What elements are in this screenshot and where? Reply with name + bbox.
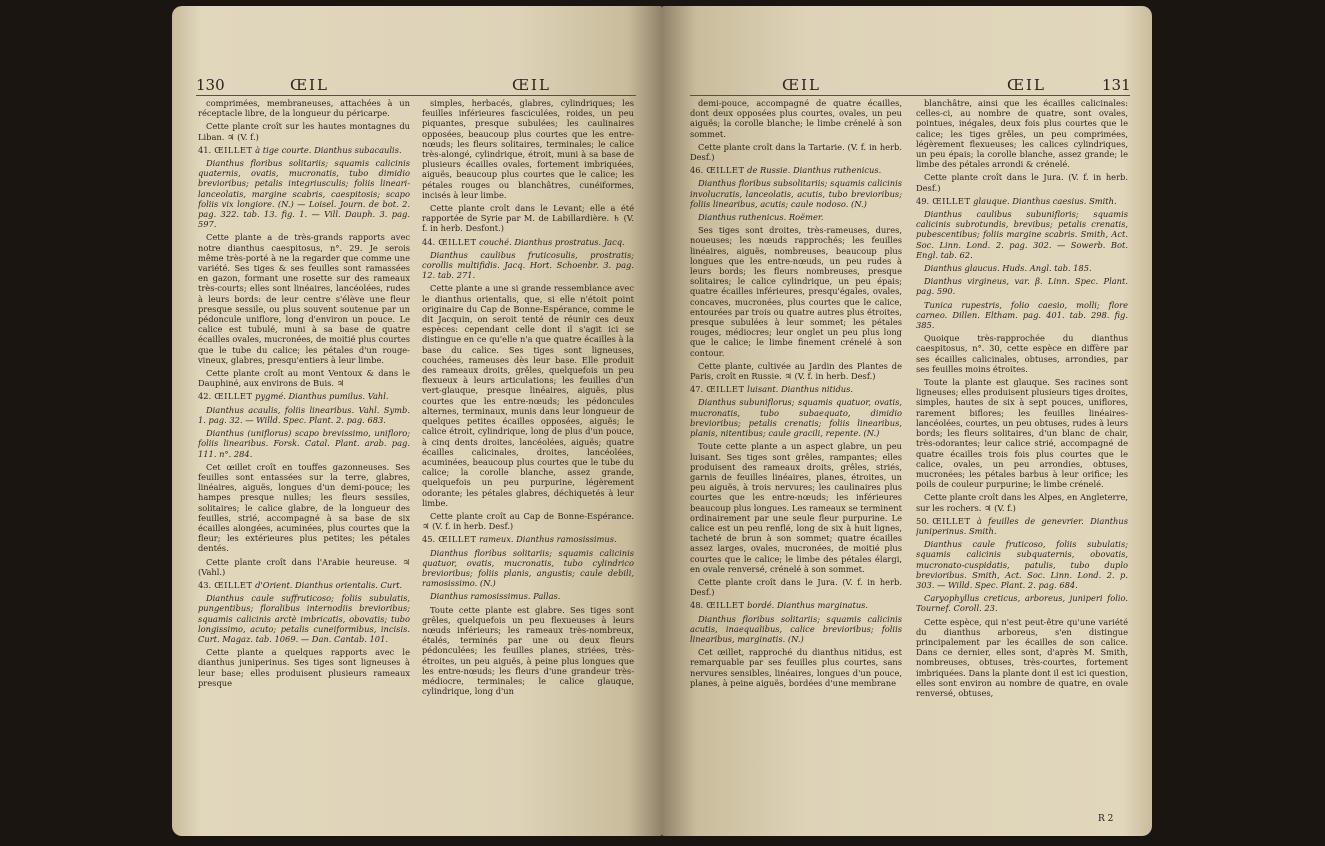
species-number: 45. xyxy=(422,534,436,545)
species-number: 47. xyxy=(690,384,704,395)
running-head-right-1: ŒIL xyxy=(782,76,821,94)
latin-diagnosis: Dianthus ramosissimus. Pallas. xyxy=(430,591,561,602)
genus-name: ŒILLET xyxy=(214,579,253,590)
paragraph: Cette plante a une si grande ressemblance avec le dianthus orientalis, que, si elle n'étoit point originaire du Cap de Bonne-Espérance, comme le dit Jacquin, on seroit tenté de réunir ces deux espèces: cependant celle dont il s'agit ici se distingue en ce qu'elle n'a que quatre écailles à la base du calice. Ses tiges sont ligneuses, couchées, rameuses dès leur base. Elle produit des rameaux droits, grêles, quelquefois un peu flexueux à leurs articulations; les feuilles d'un vert-glauque, presque linéaires, aiguës, plus courtes que les entre-nœuds; les pédoncules alternes, terminaux, munis dans leur longueur de quelques petites écailles opposées, aiguës; le calice étroit, cylindrique, long de plus d'un pouce, à cinq dents droites, lancéolées, aiguës; quatre écailles calicinales, droites, lancéolées, acuminées, beaucoup plus courtes que le tube du calice; la corolle blanche, assez grande, quelquefois un peu purpurine, légèrement odorante; les pétales glabres, déchiquetés à leur limbe. xyxy=(422,283,634,508)
running-head-left-2: ŒIL xyxy=(512,76,551,94)
species-name: glauque. Dianthus caesius. Smith. xyxy=(973,195,1117,206)
paragraph: Cette plante croît dans l'Arabie heureuse. ♃ (Vahl.) xyxy=(198,556,410,577)
latin-diagnosis: Dianthus caulibus fruticosulis, prostratis; corollis multifidis. Jacq. Hort. Schoenbr. 3. pag. 12. tab. 271. xyxy=(422,249,634,281)
paragraph: Toute cette plante est glabre. Ses tiges sont grêles, quelquefois un peu flexueuses à leurs nœuds inférieurs; les rameaux très-nombreux, étalés, terminés par une ou deux fleurs pédonculées; les feuilles planes, striées, très-étroites, un peu aiguës, à peine plus longues que les entre-nœuds; les fleurs d'une grandeur très-médiocre, terminales; le calice glauque, cylindrique, long d'un xyxy=(422,604,634,697)
paragraph: Cette plante a quelques rapports avec le dianthus juniperinus. Ses tiges sont ligneuses à leur base; elles produisent plusieurs rameaux presque xyxy=(198,647,410,688)
text-column-1 xyxy=(198,98,410,828)
latin-diagnosis: Dianthus glaucus. Huds. Angl. tab. 185. xyxy=(924,263,1092,274)
latin-diagnosis: Caryophyllus creticus, arboreus, juniperi folio. Tournef. Coroll. 23. xyxy=(916,593,1128,614)
latin-diagnosis: Dianthus virgineus, var. β. Linn. Spec. Plant. pag. 590. xyxy=(916,276,1128,297)
left-page xyxy=(172,6,662,836)
species-name: de Russie. Dianthus ruthenicus. xyxy=(747,165,882,176)
species-heading xyxy=(422,237,634,247)
genus-name: ŒILLET xyxy=(214,144,253,155)
header-rule-left xyxy=(196,95,636,96)
genus-name: ŒILLET xyxy=(214,391,253,402)
paragraph: comprimées, membraneuses, attachées à un réceptacle libre, de la longueur du péricarpe. xyxy=(198,98,410,119)
species-name: luisant. Dianthus nitidus. xyxy=(747,384,854,395)
species-heading xyxy=(916,196,1128,206)
paragraph: Cette plante croît dans le Jura. (V. f. in herb. Desf.) xyxy=(690,576,902,598)
paragraph: Ses tiges sont droites, très-rameuses, dures, noueuses; les nœuds rapprochés; les feuilles linéaires, aiguës, nombreuses, beaucoup plus longues que les entre-nœuds, un peu rudes à leurs bords; les fleurs nombreuses, presque solitaires; le calice cylindrique, un peu épais; quatre écailles inférieures, presqu'égales, ovales, concaves, mucronées, plus courtes que le calice, entourées par trois ou quatre autres plus étroites, presque subulées à leur sommet; les pétales rouges, médiocres; leur onglet un peu plus long que le calice; le limbe finement crénelé à son contour. xyxy=(690,225,902,358)
right-page xyxy=(662,6,1152,836)
species-number: 42. xyxy=(198,391,212,402)
genus-name: ŒILLET xyxy=(706,600,745,611)
paragraph: demi-pouce, accompagné de quatre écailles, dont deux opposées plus courtes, ovales, un peu aiguës; la corolle blanche; le limbe crénelé à son sommet. xyxy=(690,98,902,139)
text-column-2 xyxy=(422,98,634,828)
paragraph: Cet œillet, rapproché du dianthus nitidus, est remarquable par ses feuilles plus courtes, sans nervures sensibles, linéaires, longues d'un pouce, planes, à peine aiguës, bordées d'une membrane xyxy=(690,647,902,688)
paragraph: Cette plante croît dans les Alpes, en Angleterre, sur les rochers. ♃ (V. f.) xyxy=(916,492,1128,513)
species-number: 49. xyxy=(916,195,930,206)
species-heading xyxy=(690,165,902,175)
paragraph: Cette plante a de très-grands rapports avec notre dianthus caespitosus, n°. 29. Je serois même très-porté à ne la regarder que comme une variété. Ses tiges & ses feuilles sont ramassées en gazon, formant une rosette sur des rameaux très-courts; elles sont linéaires, lancéolées, rudes à leurs bords: de leur centre s'élève une fleur presque sessile, ou plus souvent soutenue par un pédoncule uniflore, long d'environ un pouce. Le calice est tubulé, muni à sa base de quatre écailles ovales, mucronées, de moitié plus courtes que le tube du calice; les pétales d'un rouge-vineux, glabres, presqu'entiers à leur limbe. xyxy=(198,232,410,365)
paragraph: Cette plante croît au mont Ventoux & dans le Dauphiné, aux environs de Buis. ♃ xyxy=(198,368,410,389)
latin-diagnosis: Dianthus floribus solitariis; squamis calicinis quatuor, ovatis, mucronatis, tubo cylindrico brevioribus; foliis planis, angustis; caule debili, ramosissimo. (N.) xyxy=(422,547,634,589)
latin-diagnosis: Dianthus floribus solitariis; squamis calicinis acutis, inaequalibus, calice brevioribus; foliis linearibus, marginatis. (N.) xyxy=(690,613,902,644)
paragraph: Cette plante croît au Cap de Bonne-Espérance. ♃ (V. f. in herb. Desf.) xyxy=(422,510,634,532)
species-number: 41. xyxy=(198,144,212,155)
paragraph: simples, herbacés, glabres, cylindriques; les feuilles inférieures fasciculées, roides, un peu piquantes, presque subulées; les caulinaires opposées, beaucoup plus courtes que les entre-nœuds; les fleurs solitaires, terminales; le calice très-alongé, cylindrique, étroit, muni à sa base de plusieurs écailles ovales, fortement imbriquées, aiguës, beaucoup plus courtes que le calice; les pétales rouges ou blanchâtres, cunéiformes, incisés à leur limbe. xyxy=(422,98,634,200)
paragraph: Cette espèce, qui n'est peut-être qu'une variété du dianthus arboreus, s'en distingue principalement par les écailles de son calice. Dans ce dernier, elles sont, d'après M. Smith, nombreuses, obtuses, très-courtes, fortement imbriquées. Dans la plante dont il est ici question, elles sont environ au nombre de quatre, en ovale renversé, obtuses, xyxy=(916,616,1128,698)
running-head-left-1: ŒIL xyxy=(290,76,329,94)
paragraph: blanchâtre, ainsi que les écailles calicinales: celles-ci, au nombre de quatre, sont ovales, pointues, inégales, deux fois plus courtes que le calice; les tiges grêles, un peu comprimées, légèrement flexueuses; les calices cylindriques, un peu épais; la corolle blanche, assez grande; le limbe des pétales arrondi & crénelé. xyxy=(916,98,1128,170)
paragraph: Cette plante croît dans la Tartarie. (V. f. in herb. Desf.) xyxy=(690,141,902,163)
species-name: à feuilles de genevrier. Dianthus juniperinus. Smith. xyxy=(916,515,1128,536)
species-number: 44. xyxy=(422,236,436,247)
species-number: 48. xyxy=(690,600,704,611)
species-name: pygmé. Dianthus pumilus. Vahl. xyxy=(255,391,389,402)
species-name: bordé. Dianthus marginatus. xyxy=(747,600,869,611)
species-heading xyxy=(690,600,902,610)
paragraph: Toute la plante est glauque. Ses racines sont ligneuses; elles produisent plusieurs tiges droites, simples, hautes de six à sept pouces, uniflores, rarement biflores; les feuilles linéaires-lancéolées, courtes, un peu obtuses, rudes à leurs bords; les fleurs solitaires, d'un blanc de chair, très-odorantes; leur calice strié, accompagné de quatre écailles trois fois plus courtes que le calice, ovales, un peu arrondies, obtuses, mucronées; les pétales barbus à leur orifice; les poils de couleur purpurine; le limbe crénelé. xyxy=(916,377,1128,490)
page-number-left: 130 xyxy=(196,76,225,94)
paragraph: Cette plante croît dans le Levant; elle a été rapportée de Syrie par M. de Labillardière. ♄ (V. f. in herb. Desfont.) xyxy=(422,203,634,234)
genus-name: ŒILLET xyxy=(706,165,745,176)
latin-diagnosis: Dianthus floribus subsolitariis; squamis calicinis involucratis, lanceolatis, acutis, tubo brevioribus; foliis linearibus, acutis; caule nodoso. (N.) xyxy=(690,178,902,209)
paragraph: Toute cette plante a un aspect glabre, un peu luisant. Ses tiges sont grêles, rampantes; elles produisent des rameaux droits, grêles, striés, garnis de feuilles linéaires, planes, étroites, un peu aiguës, à trois nervures; les caulinaires plus courtes que les entre-nœuds; les inférieures beaucoup plus longues. Les rameaux se terminent ordinairement par une seule fleur purpurine. Le calice est un peu renflé, long de six à huit lignes, tacheté de brun à son sommet; quatre écailles assez larges, ovales, mucronées, de moitié plus courtes que le calice; le limbe des pétales élargi, en ovale renversé, crénelé à son sommet. xyxy=(690,441,902,574)
latin-diagnosis: Dianthus caulibus subunifloris; squamis calicinis subrotundis, brevibus; petalis crenatis, pubescentibus; foliis margine scabris. Smith, Act. Soc. Linn. Lond. 2. pag. 302. — Sowerb. Bot. Engl. tab. 62. xyxy=(916,209,1128,260)
genus-name: ŒILLET xyxy=(932,515,971,526)
species-heading xyxy=(198,391,410,401)
latin-diagnosis: Dianthus subuniflorus; squamis quatuor, ovatis, mucronatis, tubo subaequato, dimidio brevioribus; petalis crenatis; foliis linearibus, planis, nitentibus; caule gracili, repente. (N.) xyxy=(690,397,902,439)
latin-diagnosis: Dianthus caule fruticoso, foliis subulatis; squamis calicinis subquaternis, obovatis, mucronato-cuspidatis, patulis, tubo duplo brevioribus. Smith, Act. Soc. Linn. Lond. 2. p. 303. — Willd. Spec. Plant. 2. pag. 684. xyxy=(916,539,1128,590)
species-name: d'Orient. Dianthus orientalis. Curt. xyxy=(255,579,403,590)
paragraph: Cette plante croît sur les hautes montagnes du Liban. ♃ (V. f.) xyxy=(198,121,410,142)
latin-diagnosis: Dianthus (uniflorus) scapo brevissimo, unifloro; foliis linearibus. Forsk. Catal. Plant. arab. pag. 111. n°. 284. xyxy=(198,428,410,459)
text-column-4 xyxy=(916,98,1128,828)
species-heading xyxy=(198,580,410,590)
species-name: couché. Dianthus prostratus. Jacq. xyxy=(479,236,625,247)
species-number: 43. xyxy=(198,579,212,590)
text-column-3 xyxy=(690,98,902,828)
latin-diagnosis: Dianthus caule suffruticoso; foliis subulatis, pungentibus; floralibus internodiis brevioribus; squamis calicinis arctè imbricatis, obovatis; tubo longissimo, acuto; petalis cuneiformibus, incisis. Curt. Magaz. tab. 1069. — Dan. Cantab. 101. xyxy=(198,593,410,644)
latin-diagnosis: Dianthus ruthenicus. Roëmer. xyxy=(698,212,824,223)
paragraph: Cette plante croît dans le Jura. (V. f. in herb. Desf.) xyxy=(916,172,1128,193)
genus-name: ŒILLET xyxy=(932,195,971,206)
latin-diagnosis: Dianthus acaulis, foliis linearibus. Vahl. Symb. 1. pag. 32. — Willd. Spec. Plant. 2. pag. 683. xyxy=(198,404,410,425)
species-heading xyxy=(198,145,410,155)
species-name: à tige courte. Dianthus subacaulis. xyxy=(255,144,402,155)
species-heading xyxy=(422,534,634,544)
species-number: 46. xyxy=(690,165,704,176)
paragraph: Cet œillet croît en touffes gazonneuses. Ses feuilles sont entassées sur la terre, glabres, linéaires, aiguës, longues d'un demi-pouce; les hampes presque nulles; les fleurs sessiles, solitaires; le calice glabre, de la longueur des feuilles, strié, accompagné à sa base de six écailles alongées, acuminées, plus courtes que la fleur; les extérieures plus petites; les pétales dentés. xyxy=(198,461,410,554)
running-head-right-2: ŒIL xyxy=(1007,76,1046,94)
signature-mark: R 2 xyxy=(1098,814,1114,824)
genus-name: ŒILLET xyxy=(438,534,477,545)
latin-diagnosis: Dianthus floribus solitariis; squamis calicinis quaternis, ovatis, mucronatis, tubo dimidio brevioribus; petalis integriusculis; foliis lineari-lanceolatis, margine scabris, caespitosis; scapo foliis vix longiore. (N.) — Loisel. Journ. de bot. 2. pag. 322. tab. 13. fig. 1. — Vill. Dauph. 3. pag. 597. xyxy=(198,158,410,230)
genus-name: ŒILLET xyxy=(706,384,745,395)
paragraph: Quoique très-rapprochée du dianthus caespitosus, n°. 30, cette espèce en diffère par ses écailles calicinales, obtuses, arrondies, par ses feuilles moins étroites. xyxy=(916,333,1128,374)
genus-name: ŒILLET xyxy=(438,236,477,247)
header-rule-right xyxy=(690,95,1130,96)
paragraph: Cette plante, cultivée au Jardin des Plantes de Paris, croît en Russie. ♃ (V. f. in herb. Desf.) xyxy=(690,360,902,382)
species-number: 50. xyxy=(916,515,930,526)
species-name: rameux. Dianthus ramosissimus. xyxy=(479,534,617,545)
latin-diagnosis: Tunica rupestris, folio caesio, molli; flore carneo. Dillen. Eltham. pag. 401. tab. 298. fig. 385. xyxy=(916,299,1128,331)
page-number-right: 131 xyxy=(1102,76,1131,94)
species-heading xyxy=(690,384,902,394)
species-heading xyxy=(916,516,1128,536)
